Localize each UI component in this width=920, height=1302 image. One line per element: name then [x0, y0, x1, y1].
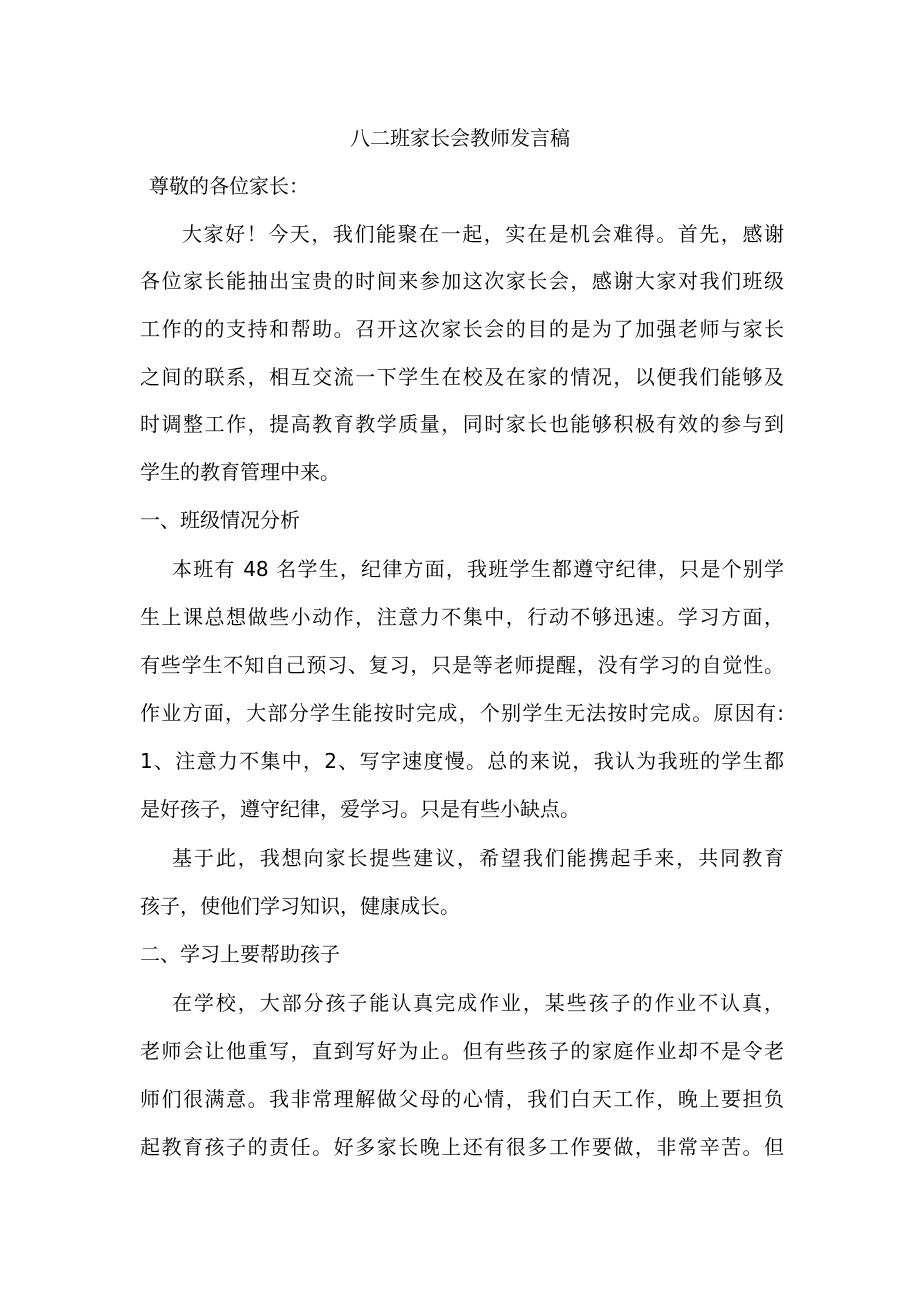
paragraph-line: 孩子，使他们学习知识，健康成长。: [140, 894, 460, 918]
paragraph-line: 师们很满意。我非常理解做父母的心情，我们白天工作，晚上要担负: [140, 1087, 784, 1111]
paragraph-line: 作业方面，大部分学生能按时完成，个别学生无法按时完成。原因有:: [140, 701, 784, 725]
paragraph-line: 大家好！今天，我们能聚在一起，实在是机会难得。首先，感谢: [182, 222, 784, 246]
paragraph-line: 有些学生不知自己预习、复习，只是等老师提醒，没有学习的自觉性。: [140, 653, 784, 677]
paragraph-line: 时调整工作，提高教育教学质量，同时家长也能够积极有效的参与到: [140, 412, 784, 436]
document-title: 八二班家长会教师发言稿: [350, 126, 570, 150]
salutation: 尊敬的各位家长：: [149, 174, 309, 198]
paragraph-line: 基于此，我想向家长提些建议，希望我们能携起手来，共同教育: [172, 846, 784, 870]
paragraph-line: 老师会让他重写，直到写好为止。但有些孩子的家庭作业却不是令老: [140, 1039, 784, 1063]
paragraph-line: 在学校，大部分孩子能认真完成作业，某些孩子的作业不认真，: [172, 991, 784, 1015]
paragraph-line: 之间的联系，相互交流一下学生在校及在家的情况，以便我们能够及: [140, 365, 784, 389]
paragraph-line: 工作的的支持和帮助。召开这次家长会的目的是为了加强老师与家长: [140, 317, 784, 341]
paragraph-line: 各位家长能抽出宝贵的时间来参加这次家长会，感谢大家对我们班级: [140, 269, 784, 293]
paragraph-line: 1、注意力不集中，2、写字速度慢。总的来说，我认为我班的学生都: [140, 749, 784, 773]
paragraph-line: 生上课总想做些小动作，注意力不集中，行动不够迅速。学习方面，: [140, 605, 784, 629]
paragraph-line: 本班有 48 名学生，纪律方面，我班学生都遵守纪律，只是个别学: [172, 557, 784, 581]
paragraph-line: 是好孩子，遵守纪律，爱学习。只是有些小缺点。: [140, 797, 580, 821]
section-heading: 一、班级情况分析: [140, 508, 300, 532]
section-heading: 二、学习上要帮助孩子: [140, 942, 340, 966]
paragraph-line: 起教育孩子的责任。好多家长晚上还有很多工作要做，非常辛苦。但: [140, 1135, 784, 1159]
paragraph-line: 学生的教育管理中来。: [140, 460, 340, 484]
